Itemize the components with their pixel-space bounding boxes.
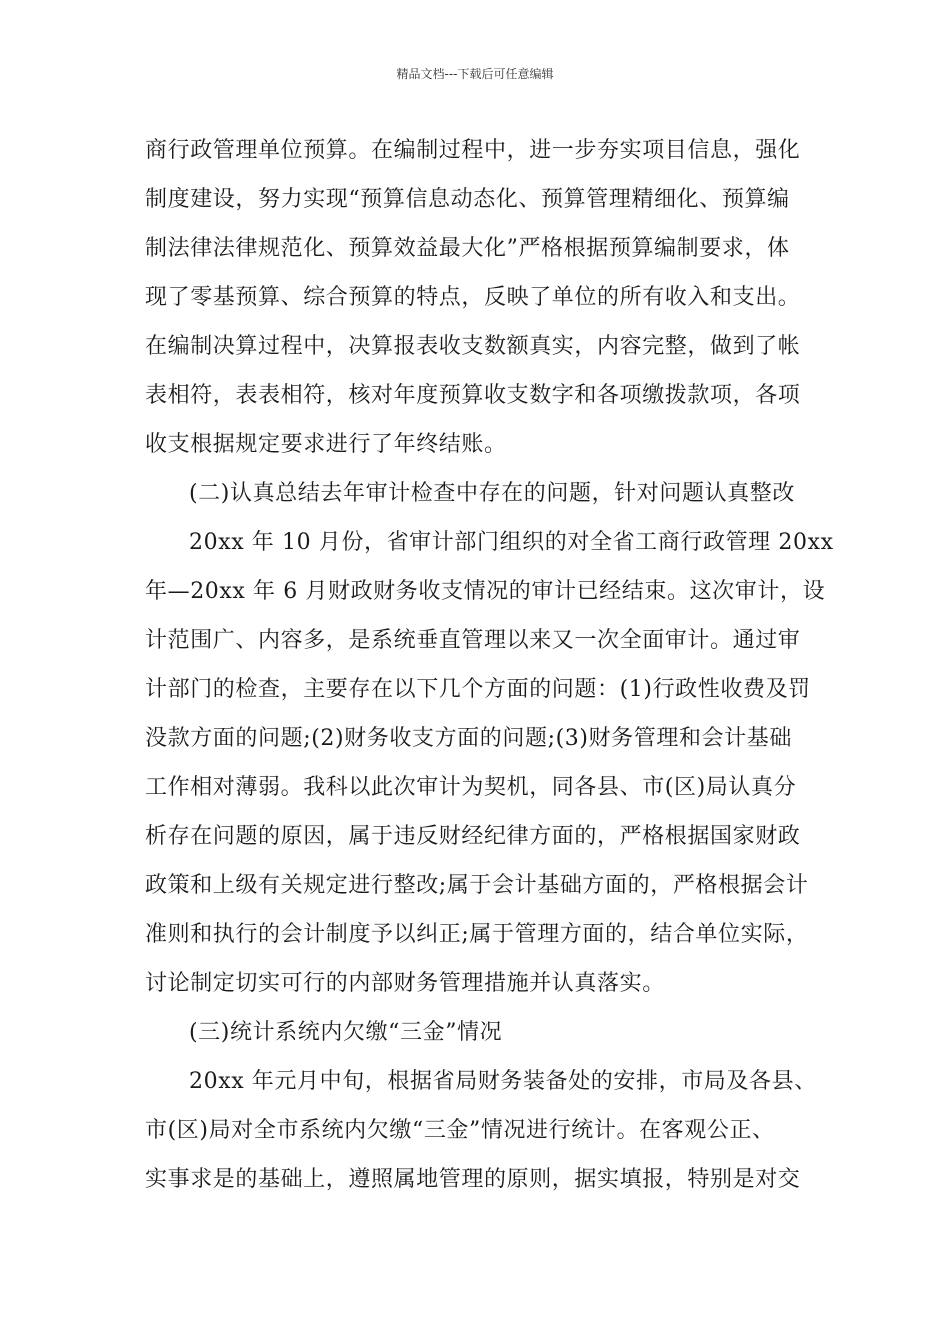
section-heading: (二)认真总结去年审计检查中存在的问题，针对问题认真整改 <box>189 481 795 506</box>
body-line: 现了零基预算、综合预算的特点，反映了单位的所有收入和支出。 <box>145 285 801 310</box>
body-line: 年—20xx 年 6 月财政财务收支情况的审计已经结束。这次审计，设 <box>145 579 826 604</box>
body-line: 准则和执行的会计制度予以纠正;属于管理方面的，结合单位实际， <box>145 922 809 947</box>
body-line: 市(区)局对全市系统内欠缴“三金”情况进行统计。在客观公正、 <box>145 1118 775 1143</box>
body-line: 商行政管理单位预算。在编制过程中，进一步夯实项目信息，强化 <box>145 138 801 163</box>
body-line: 20xx 年 10 月份，省审计部门组织的对全省工商行政管理 20xx <box>189 530 834 555</box>
body-line: 实事求是的基础上，遵照属地管理的原则，据实填报，特别是对交 <box>145 1167 801 1192</box>
body-line: 计范围广、内容多，是系统垂直管理以来又一次全面审计。通过审 <box>145 628 801 653</box>
body-line: 讨论制定切实可行的内部财务管理措施并认真落实。 <box>145 971 665 996</box>
body-line: 表相符，表表相符，核对年度预算收支数字和各项缴拨款项，各项 <box>145 383 801 408</box>
body-line: 析存在问题的原因，属于违反财经纪律方面的，严格根据国家财政 <box>145 824 801 849</box>
body-line: 20xx 年元月中旬，根据省局财务装备处的安排，市局及各县、 <box>189 1069 817 1094</box>
body-line: 制法律法律规范化、预算效益最大化”严格根据预算编制要求，体 <box>145 236 790 261</box>
body-line: 政策和上级有关规定进行整改;属于会计基础方面的，严格根据会计 <box>145 873 809 898</box>
body-line: 没款方面的问题;(2)财务收支方面的问题;(3)财务管理和会计基础 <box>145 726 792 751</box>
document-body <box>145 126 834 1204</box>
body-line: 工作相对薄弱。我科以此次审计为契机，同各县、市(区)局认真分 <box>145 775 797 800</box>
body-line: 制度建设，努力实现“预算信息动态化、预算管理精细化、预算编 <box>145 187 790 212</box>
page-header: 精品文档---下载后可任意编辑 <box>396 67 554 81</box>
body-line: 计部门的检查，主要存在以下几个方面的问题：(1)行政性收费及罚 <box>145 677 811 702</box>
body-line: 收支根据规定要求进行了年终结账。 <box>145 432 507 457</box>
section-heading: (三)统计系统内欠缴“三金”情况 <box>189 1020 503 1045</box>
body-line: 在编制决算过程中，决算报表收支数额真实，内容完整，做到了帐 <box>145 334 801 359</box>
